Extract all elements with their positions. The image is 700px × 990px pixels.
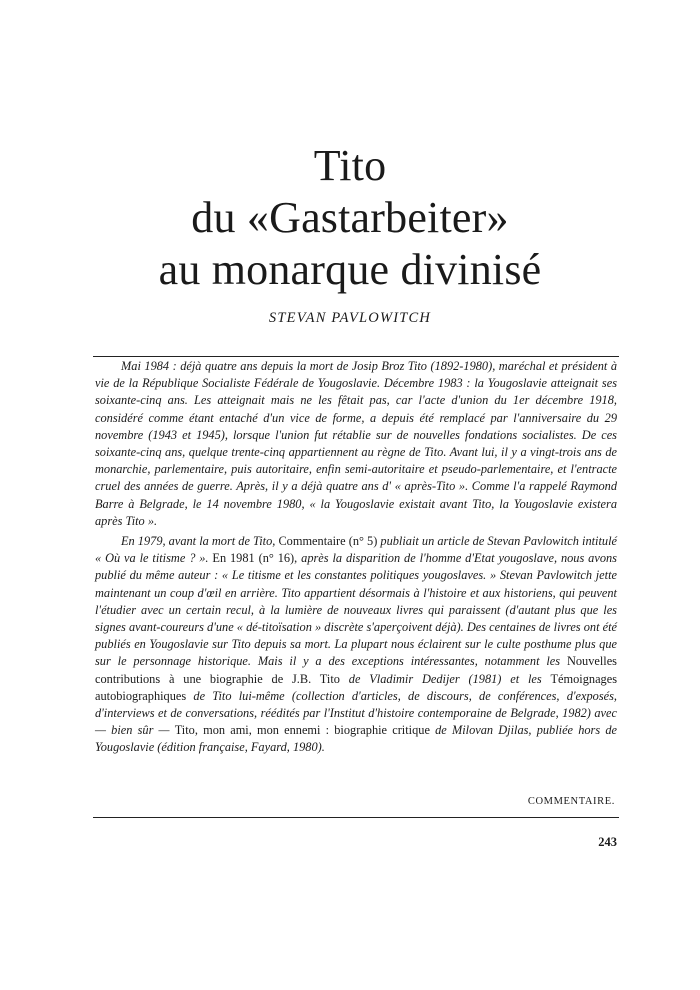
signature: COMMENTAIRE. bbox=[527, 796, 615, 807]
editorial-introduction bbox=[95, 358, 617, 757]
p2-segment: En 1981 bbox=[212, 551, 255, 566]
book-title: Témoignages autobiographiques bbox=[95, 671, 618, 703]
top-rule bbox=[93, 356, 619, 357]
p2-segment: de Vladimir Dedijer (1981) et les bbox=[348, 671, 551, 686]
p2-segment: publiait un article de Stevan Pavlowitch intitulé « Où va le titisme ? ». bbox=[95, 534, 617, 566]
bottom-rule bbox=[93, 817, 619, 818]
p2-segment: (n° 5) bbox=[345, 534, 381, 549]
book-title: Nouvelles contributions à une biographie de J.B. Tito bbox=[95, 654, 617, 686]
page-number: 243 bbox=[598, 835, 617, 849]
title-line-3: au monarque divinisé bbox=[158, 245, 542, 294]
book-title: Tito, mon ami, mon ennemi : biographie critique bbox=[174, 723, 436, 738]
article-title bbox=[0, 140, 700, 296]
p2-segment: de Tito lui-même (collection d'articles, de discours, de conférences, d'exposés, d'interviews et de conversations, réédités par l'Institut d'histoire contemporaine de Belgrade, 1982) avec — bien sûr — bbox=[95, 688, 617, 738]
p2-segment: de Milovan Djilas, publiée hors de Yougoslavie (édition française, Fayard, 1980). bbox=[95, 723, 617, 755]
title-line-2: du «Gastarbeiter» bbox=[191, 193, 509, 242]
title-line-1: Tito bbox=[313, 141, 387, 190]
p2-segment: En 1979, avant la mort de Tito, bbox=[121, 534, 279, 549]
journal-title: Commentaire bbox=[278, 534, 346, 549]
author-name: STEVAN PAVLOWITCH bbox=[268, 310, 432, 326]
intro-paragraph-1: Mai 1984 : déjà quatre ans depuis la mort de Josip Broz Tito (1892-1980), maréchal et président à vie de la République Socialiste Fédérale de Yougoslavie. Décembre 1983 : la Yougoslavie atteignait ses soixante-cinq ans. Les atteignait mais ne les fêtait pas, car l'acte d'union du 1er décembre 1918, considéré comme étant entaché d'un vice de forme, a depuis été remplacé par l'anniversaire du 29 novembre (1943 et 1945), lorsque l'union fut rétablie sur de nouvelles fondations socialistes. De ces soixante-cinq ans, quelque trente-cinq appartiennent au règne de Tito. Avant lui, il y a vingt-trois ans de monarchie, parlementaire, puis autoritaire, enfin semi-autoritaire et pseudo-parlementaire, et l'entracte cruel des années de guerre. Après, il y a déjà quatre ans d' « après-Tito ». Comme l'a rappelé Raymond Barre à Belgrade, le 14 novembre 1980, « la Yougoslavie existait avant Tito, la Yougoslavie existera après Tito ». bbox=[95, 359, 617, 528]
p2-segment: (n° 16), bbox=[254, 551, 302, 566]
intro-paragraph-2 bbox=[95, 533, 617, 757]
p2-segment: après la disparition de l'homme d'Etat yougoslave, nous avons publié du même auteur : « Le titisme et les constantes politiques yougoslaves. » Stevan Pavlowitch jette maintenant un coup d'œil en arrière. Tito appartient désormais à l'histoire et aux historiens, qui peuvent l'étudier avec un certain recul, à la lumière de nouveaux livres qui paraissent (d'autant plus que les signes avant-coureurs d'une « dé-titoïsation » discrète s'aperçoivent déjà). Des centaines de livres ont été publiés en Yougoslavie sur Tito depuis sa mort. La plupart nous éclairent sur le culte posthume plus que sur le personnage historique. Mais il y a des exceptions intéressantes, notamment les bbox=[95, 551, 617, 669]
